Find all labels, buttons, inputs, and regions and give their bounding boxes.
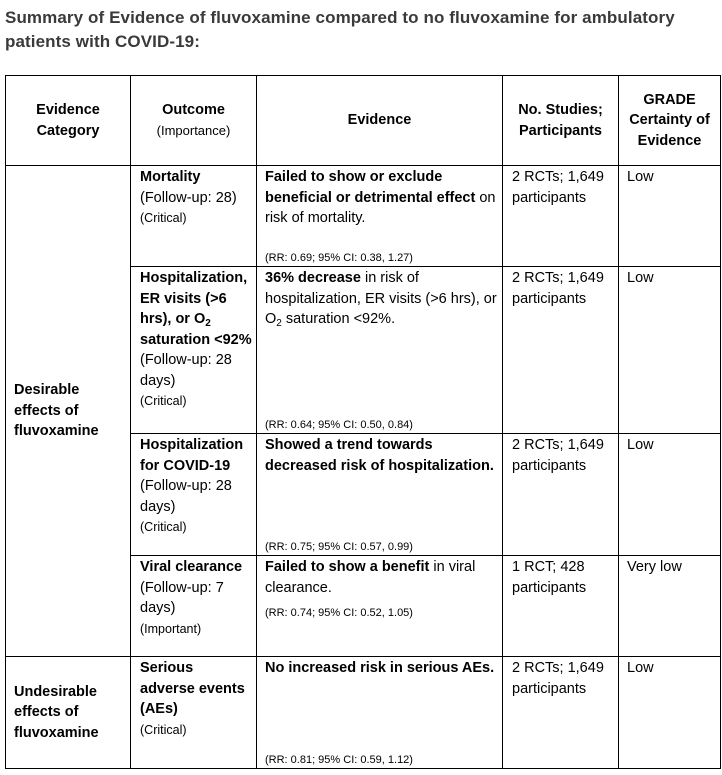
page-title: Summary of Evidence of fluvoxamine compared to no fluvoxamine for ambulatory patients with COVID-19: [5, 8, 675, 51]
header-studies: No. Studies; Participants [503, 76, 619, 166]
studies-cell: 2 RCTs; 1,649 participants [503, 657, 619, 769]
evidence-rr: (RR: 0.74; 95% CI: 0.52, 1.05) [265, 607, 413, 619]
evidence-rr: (RR: 0.64; 95% CI: 0.50, 0.84) [265, 419, 413, 431]
grade-cell: Low [619, 166, 721, 267]
grade-cell: Low [619, 267, 721, 434]
header-evidence-category: Evidence Category [6, 76, 131, 166]
header-outcome [131, 76, 257, 166]
outcome-followup: (Follow-up: 28 days) [140, 478, 232, 515]
evidence-detail: in viral clearance. [265, 559, 476, 596]
studies-cell: 2 RCTs; 1,649 participants [503, 434, 619, 556]
studies-cell: 2 RCTs; 1,649 participants [503, 267, 619, 434]
outcome-importance: (Important) [140, 621, 202, 636]
grade-cell: Very low [619, 556, 721, 657]
outcome-followup: (Follow-up: 28 days) [140, 352, 232, 389]
evidence-finding: Failed to show or exclude beneficial or detrimental effect [265, 169, 476, 206]
grade-cell: Low [619, 657, 721, 769]
category-undesirable: Undesirable effects of fluvoxamine [6, 657, 131, 769]
outcome-name-cont: saturation <92% [140, 331, 252, 348]
evidence-cell [257, 434, 503, 556]
outcome-cell [131, 556, 257, 657]
outcome-name: Mortality [140, 169, 201, 185]
studies-cell: 1 RCT; 428 participants [503, 556, 619, 657]
outcome-subscript: 2 [205, 318, 211, 329]
header-evidence: Evidence [257, 76, 503, 166]
evidence-finding: Showed a trend towards decreased risk of hospitalization. [265, 437, 494, 474]
evidence-rr: (RR: 0.75; 95% CI: 0.57, 0.99) [265, 541, 413, 553]
header-outcome-importance: (Importance) [156, 122, 231, 138]
table-row [6, 657, 721, 769]
evidence-rr: (RR: 0.81; 95% CI: 0.59, 1.12) [265, 754, 413, 766]
outcome-importance: (Critical) [140, 211, 187, 225]
outcome-cell [131, 267, 257, 434]
evidence-cell [257, 166, 503, 267]
evidence-finding: No increased risk in serious AEs. [265, 660, 495, 676]
evidence-finding: 36% decrease [265, 270, 361, 286]
header-grade: GRADE Certainty of Evidence [619, 76, 721, 166]
outcome-importance: (Critical) [140, 394, 187, 408]
outcome-name: Hospitalization, ER visits (>6 hrs), or O [140, 270, 248, 327]
evidence-table [5, 75, 721, 769]
category-desirable: Desirable effects of fluvoxamine [6, 166, 131, 657]
grade-cell: Low [619, 434, 721, 556]
evidence-cell [257, 657, 503, 769]
evidence-detail: on risk of mortality. [265, 189, 496, 226]
outcome-followup: (Follow-up: 7 days) [140, 579, 224, 616]
outcome-cell [131, 166, 257, 267]
header-outcome-label: Outcome [162, 102, 225, 118]
evidence-detail-cont: saturation <92%. [281, 311, 396, 327]
evidence-subscript: 2 [276, 318, 282, 329]
table-row [6, 166, 721, 267]
evidence-detail: in risk of hospitalization, ER visits (>6 hrs), or O [265, 270, 497, 327]
outcome-followup: (Follow-up: 28) [140, 189, 237, 206]
evidence-finding: Failed to show a benefit [265, 559, 430, 575]
outcome-name: Viral clearance [140, 559, 243, 575]
outcome-importance: (Critical) [140, 722, 187, 737]
outcome-cell [131, 657, 257, 769]
outcome-name: Serious adverse events (AEs) [140, 660, 245, 717]
evidence-cell [257, 267, 503, 434]
outcome-cell [131, 434, 257, 556]
studies-cell: 2 RCTs; 1,649 participants [503, 166, 619, 267]
outcome-name: Hospitalization for COVID-19 [140, 437, 244, 474]
header-row [6, 76, 721, 166]
outcome-importance: (Critical) [140, 520, 187, 534]
evidence-rr: (RR: 0.69; 95% CI: 0.38, 1.27) [265, 252, 413, 264]
evidence-cell [257, 556, 503, 657]
